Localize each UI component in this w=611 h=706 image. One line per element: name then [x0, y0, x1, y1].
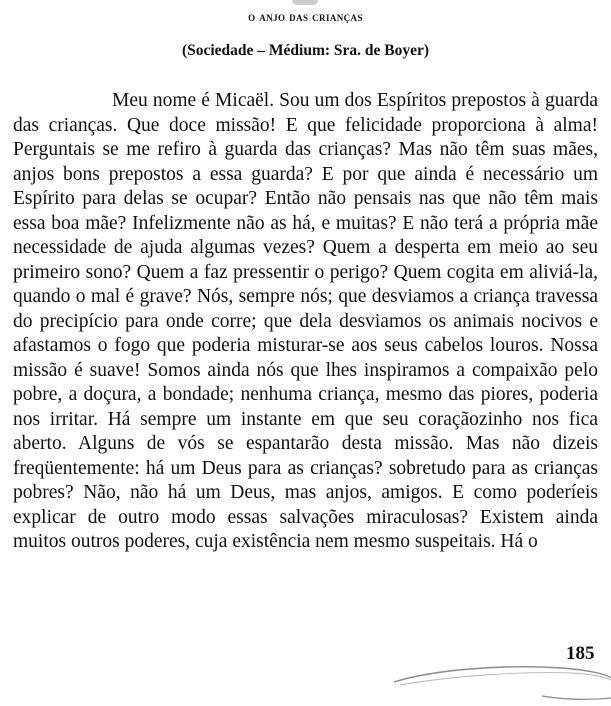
chapter-title: o anjo das crianças	[248, 9, 363, 24]
body-paragraph: Meu nome é Micaël. Sou um dos Espíritos prepostos à guarda das crianças. Que doce missão! E que felicidade proporciona à alma! Perguntais se me refiro à guarda das crianças? Mas não têm suas mães, anjos bons prepostos a essa guarda? E por que ainda é necessário um Espírito para delas se ocupar? Então não pensais nas que não têm mais essa boa mãe? Infelizmente não as há, e muitas? E não terá a própria mãe necessidade de ajuda algumas vezes? Quem a desperta em meio ao seu primeiro sono? Quem a faz pressentir o perigo? Quem cogita em aliviá-la, quando o mal é grave? Nós, sempre nós; que desviamos a criança travessa do precipício para onde corre; que dela desviamos os animais nocivos e afastamos o fogo que poderia misturar-se aos seus cabelos louros. Nossa missão é suave! Somos ainda nós que lhes inspiramos a compaixão pelo pobre, a doçura, a bondade; nenhuma criança, mesmo das piores, poderia nos irritar. Há sempre um instante em que seu coraçãozinho nos fica aberto. Alguns de vós se espantarão desta missão. Mas não dizeis freqüentemente: há um Deus para as crianças? sobretudo para as crianças pobres? Não, não há um Deus, mas anjos, amigos. E como poderíeis explicar de outro modo essas salvações miraculosas? Existem ainda muitos outros poderes, cuja existência nem mesmo suspeitais. Há o	[13, 90, 598, 552]
chapter-subtitle: (Sociedade – Médium: Sra. de Boyer)	[181, 42, 430, 59]
top-ornament	[292, 0, 318, 5]
page-number: 185	[566, 643, 595, 664]
